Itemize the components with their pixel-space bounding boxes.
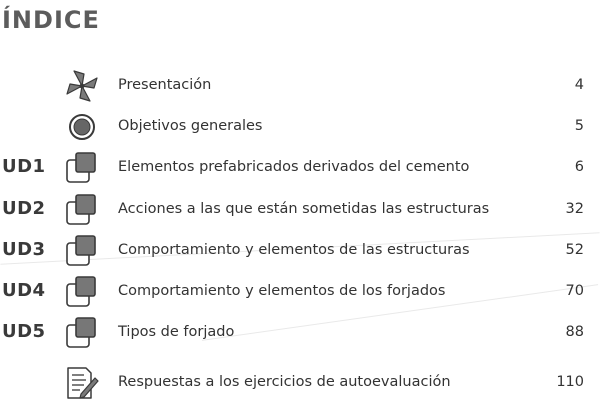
entry-title: Presentación	[118, 77, 212, 93]
toc-entry[interactable]	[0, 274, 600, 310]
stacked-squares-icon	[64, 274, 100, 310]
toc-entry[interactable]	[0, 315, 600, 351]
entry-title: Respuestas a los ejercicios de autoevaluación	[118, 374, 451, 390]
stacked-squares-icon	[64, 233, 100, 269]
entry-title: Acciones a las que están sometidas las estructuras	[118, 201, 490, 217]
toc-entry[interactable]	[0, 68, 600, 104]
toc-entry[interactable]	[0, 233, 600, 269]
unit-code: UD5	[2, 321, 46, 342]
entry-title: Objetivos generales	[118, 118, 263, 134]
entry-title: Comportamiento y elementos de las estructuras	[118, 242, 470, 258]
page-number: 32	[565, 201, 584, 217]
toc-entry[interactable]	[0, 192, 600, 228]
toc-entry[interactable]	[0, 109, 600, 145]
toc-entry[interactable]	[0, 150, 600, 186]
page-number: 4	[574, 77, 584, 93]
pinwheel-icon	[64, 68, 100, 104]
page-number: 6	[574, 159, 584, 175]
entry-title: Tipos de forjado	[118, 324, 235, 340]
stacked-squares-icon	[64, 192, 100, 228]
unit-code: UD1	[2, 156, 46, 177]
entry-title: Comportamiento y elementos de los forjados	[118, 283, 446, 299]
stacked-squares-icon	[64, 315, 100, 351]
unit-code: UD2	[2, 198, 46, 219]
stacked-squares-icon	[64, 150, 100, 186]
page-number: 88	[565, 324, 584, 340]
page-number: 52	[565, 242, 584, 258]
entry-title: Elementos prefabricados derivados del cemento	[118, 159, 470, 175]
toc-entry[interactable]	[0, 365, 600, 401]
page-title: ÍNDICE	[2, 6, 100, 34]
page-number: 70	[565, 283, 584, 299]
document-pencil-icon	[64, 365, 100, 401]
target-circle-icon	[64, 109, 100, 145]
unit-code: UD4	[2, 280, 46, 301]
unit-code: UD3	[2, 239, 46, 260]
page-number: 5	[574, 118, 584, 134]
page-number: 110	[556, 374, 584, 390]
